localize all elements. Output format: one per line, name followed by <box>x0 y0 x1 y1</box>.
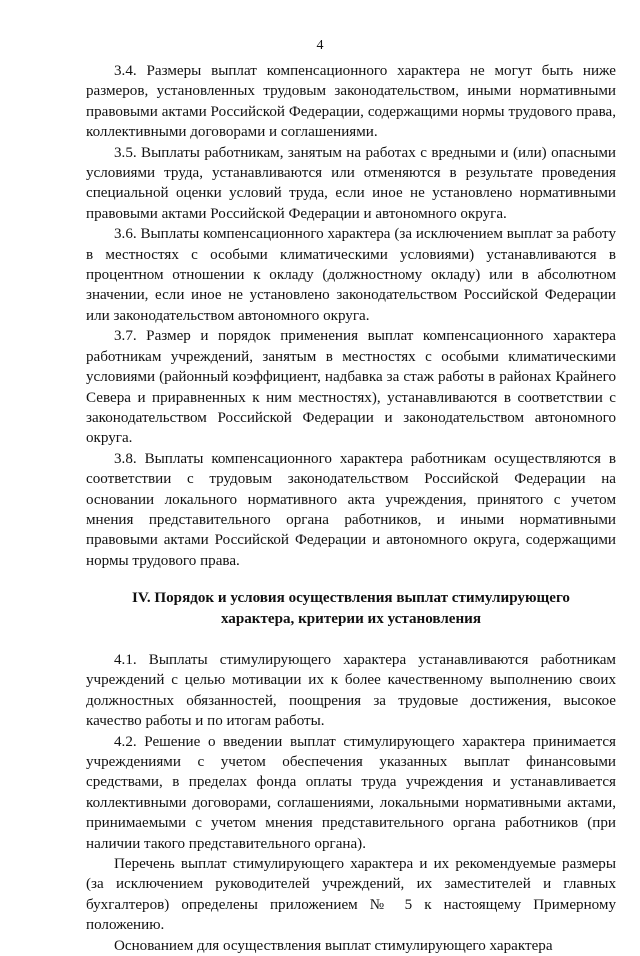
paragraph-stimulus-basis: Основанием для осуществления выплат стимулирующего характера <box>114 937 553 954</box>
paragraph-stimulus-list: Перечень выплат стимулирующего характера и их рекомендуемые размеры (за исключением руководителей учреждений, их заместителей и главных бухгалтеров) определены приложением № 5 к настоящему Примерному положению. <box>86 856 616 934</box>
section-heading-line-2: характера, критерии их установления <box>220 610 482 627</box>
paragraph-3-7: 3.7. Размер и порядок применения выплат компенсационного характера работникам учреждений, занятым в местностях с особыми климатическими условиями (районный коэффициент, надбавка за стаж работы в районах Крайнего Севера и приравненных к ним местностях), устанавливаются в соответствии с законодательством Российской Федерации и законодательством автономного округа. <box>86 328 616 447</box>
section-heading <box>86 588 616 629</box>
paragraph-3-8: 3.8. Выплаты компенсационного характера работникам осуществляются в соответствии с трудовым законодательством Российской Федерации на основании локального нормативного акта учреждения, принятого с учетом мнения представительного органа работников, и иными нормативными правовыми актами Российской Федерации и автономного округа, содержащими нормы трудового права. <box>86 450 616 569</box>
paragraph-4-2: 4.2. Решение о введении выплат стимулирующего характера принимается учреждениями с учетом обеспечения указанных выплат финансовыми средствами, в пределах фонда оплаты труда учреждения и устанавливается коллективными договорами, соглашениями, локальными нормативными актами, принимаемыми с учетом мнения представительного органа работников (при наличии такого представительного органа). <box>86 733 616 852</box>
paragraph-3-4: 3.4. Размеры выплат компенсационного характера не могут быть ниже размеров, установленных трудовым законодательством, иными нормативными правовыми актами Российской Федерации, содержащими нормы трудового права, коллективными договорами и соглашениями. <box>86 63 616 141</box>
paragraph-3-6: 3.6. Выплаты компенсационного характера (за исключением выплат за работу в местностях с особыми климатическими условиями) устанавливаются в процентном отношении к окладу (должностному окладу) или в абсолютном значении, если иное не установлено законодательством Российской Федерации или законодательством автономного округа. <box>86 226 616 324</box>
page-number: 4 <box>316 38 324 53</box>
section-heading-line-1: IV. Порядок и условия осуществления выплат стимулирующего <box>132 590 570 607</box>
paragraph-4-1: 4.1. Выплаты стимулирующего характера устанавливаются работникам учреждений с целью мотивации их к более качественному выполнению своих должностных обязанностей, поощрения за трудовые достижения, высокое качество работы и по итогам работы. <box>86 651 616 730</box>
document-body <box>86 61 616 956</box>
paragraph-3-5: 3.5. Выплаты работникам, занятым на работах с вредными и (или) опасными условиями труда, устанавливаются или отменяются в результате проведения специальной оценки условий труда, если иное не установлено нормативными правовыми актами Российской Федерации и автономного округа. <box>86 144 616 222</box>
